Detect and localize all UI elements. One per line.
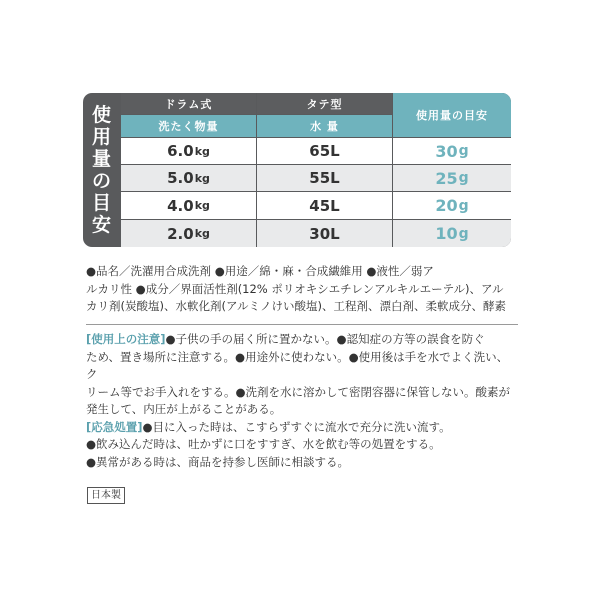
- amount-cell: [393, 192, 511, 219]
- caution-line: [86, 331, 518, 349]
- header-amount: 使用量の目安: [393, 93, 511, 137]
- weight-cell: [121, 165, 256, 191]
- weight-cell: [121, 192, 256, 219]
- emergency-line: ●異常がある時は、商品を持参し医師に相談する。: [86, 454, 350, 469]
- caution-section: [86, 331, 518, 471]
- emergency-tag: [応急処置]: [86, 419, 143, 434]
- header-vertical: タテ型: [257, 93, 392, 114]
- info-line: ●品名／洗濯用合成洗剤 ●用途／綿・麻・合成繊維用 ●液性／弱ア: [86, 264, 434, 278]
- weight-unit: kg: [194, 171, 210, 185]
- side-title-char: 量: [91, 148, 111, 170]
- product-info: [86, 263, 518, 316]
- weight-value: 4.0: [167, 196, 194, 215]
- side-title-char: 目: [91, 192, 111, 214]
- side-title-char: の: [91, 170, 111, 192]
- amount-value: 30: [435, 141, 458, 161]
- info-line: ルカリ性 ●成分／界面活性剤(12% ポリオキシエチレンアルキルエーテル)、アル: [86, 281, 504, 296]
- dosage-side-title: [83, 93, 120, 247]
- header-water: 水 量: [257, 115, 392, 137]
- caution-line: 発生して、内圧が上がることがある。: [86, 402, 282, 416]
- usage-caution-tag: [使用上の注意]: [86, 332, 166, 346]
- amount-unit: g: [458, 170, 469, 186]
- amount-unit: g: [458, 225, 469, 242]
- amount-value: 20: [435, 196, 458, 215]
- weight-unit: kg: [194, 199, 210, 212]
- weight-value: 2.0: [167, 224, 194, 243]
- weight-value: 5.0: [167, 169, 194, 187]
- dosage-table: [83, 93, 511, 247]
- emergency-line: ●飲み込んだ時は、吐かずに口をすすぎ、水を飲む等の処置をする。: [86, 437, 441, 451]
- amount-value: 10: [435, 224, 458, 243]
- header-drum: ドラム式: [121, 93, 256, 114]
- side-title-char: 使: [91, 104, 111, 126]
- caution-line: リーム等でお手入れをする。●洗剤を水に溶かして密閉容器に保管しない。酸素が: [86, 384, 511, 399]
- info-line: カリ剤(炭酸塩)、水軟化剤(アルミノけい酸塩)、工程剤、漂白剤、柔軟成分、酵素: [86, 299, 506, 313]
- water-cell: 65L: [257, 138, 392, 164]
- water-cell: 45L: [257, 192, 392, 219]
- amount-unit: g: [458, 197, 469, 214]
- water-cell: 55L: [257, 165, 392, 191]
- caution-text: ●子供の手の届く所に置かない。●認知症の方等の誤食を防ぐ: [165, 332, 485, 346]
- side-title-char: 用: [91, 126, 111, 148]
- amount-cell: [393, 138, 511, 164]
- weight-cell: [121, 220, 256, 247]
- section-divider: [86, 324, 518, 325]
- made-in-label: 日本製: [87, 487, 125, 504]
- caution-line: ため、置き場所に注意する。●用途外に使わない。●使用後は手を水でよく洗い、ク: [86, 349, 509, 381]
- emergency-line: [86, 419, 518, 437]
- amount-value: 25: [435, 168, 458, 188]
- header-laundry-weight: 洗たく物量: [121, 115, 256, 137]
- weight-value: 6.0: [167, 142, 194, 160]
- weight-unit: kg: [194, 227, 210, 240]
- water-cell: 30L: [257, 220, 392, 247]
- emergency-text: ●目に入った時は、こすらずすぐに流水で充分に洗い流す。: [142, 419, 451, 434]
- amount-cell: [393, 165, 511, 191]
- weight-unit: kg: [194, 144, 210, 158]
- weight-cell: [121, 138, 256, 164]
- amount-unit: g: [458, 143, 469, 159]
- side-title-char: 安: [91, 214, 111, 236]
- amount-cell: [393, 220, 511, 247]
